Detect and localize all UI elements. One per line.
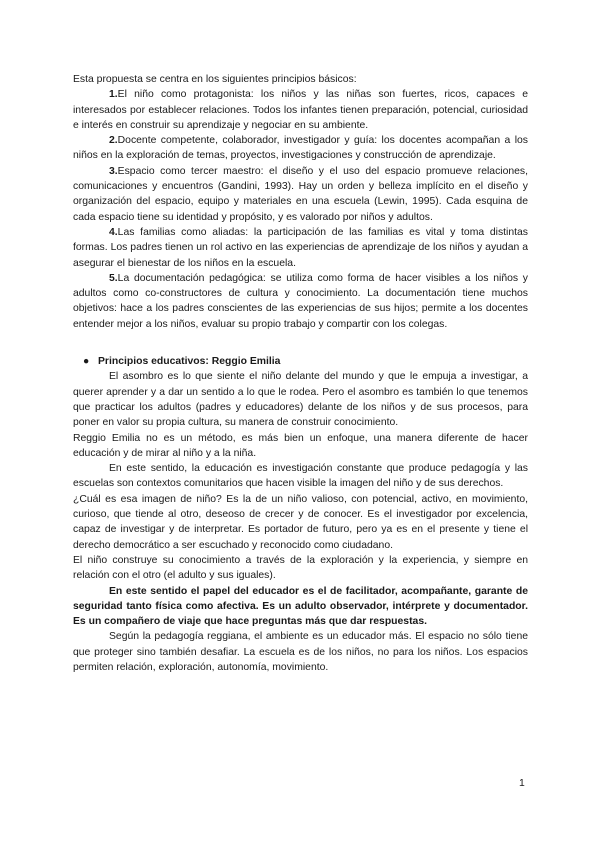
principle-text: Espacio como tercer maestro: el diseño y el uso del espacio promueve relaciones, comunicaciones y encuentros (Gandini, 1993). Hay un orden y belleza implícito en el diseño y organización del espacio, equipo y materiales en una escuela (Lewin, 1995). Cada esquina de cada espacio tiene su identidad y propósito, y es valorado por niños y adultos.: [73, 165, 528, 223]
principle-number: 3.: [109, 165, 118, 177]
principle-number: 5.: [109, 272, 118, 284]
bullet-icon: ●: [83, 356, 90, 368]
principle-number: 1.: [109, 89, 118, 101]
principle-number: 2.: [109, 135, 118, 147]
body-paragraph: En este sentido, la educación es investigación constante que produce pedagogía y las escuelas son contextos comunitarios que hacen visible la imagen del niño y de sus derechos.: [73, 463, 528, 490]
body-paragraph: Según la pedagogía reggiana, el ambiente es un educador más. El espacio no sólo tiene que proteger sino también desafiar. La escuela es de los niños, no para los niños. Los espacios permiten relación, exploración, autonomía, movimiento.: [73, 631, 528, 673]
principle-3: [73, 164, 528, 225]
page-number: 1: [519, 778, 525, 789]
document-body: [73, 72, 528, 675]
section-heading-text: Principios educativos: Reggio Emilia: [98, 356, 281, 368]
body-paragraph: El asombro es lo que siente el niño delante del mundo y que le empuja a investigar, a querer aprender y a dar un sentido a lo que le rodea. Pero el asombro es también lo que tenemos que practicar los adultos (padres y educadores) delante de los niños y de sus procesos, para poner en valor su propia cultura, su manera de construir conocimiento.: [73, 371, 528, 429]
section-heading: [73, 354, 528, 369]
principle-text: Las familias como aliadas: la participación de las familias es vital y toma distintas formas. Los padres tienen un rol activo en las experiencias de aprendizaje de los niños y ayudan a asegurar el bienestar de los niños en la escuela.: [73, 226, 528, 269]
principle-text: Docente competente, colaborador, investigador y guía: los docentes acompañan a los niños en la exploración de temas, proyectos, investigaciones y construcción de aprendizaje.: [73, 135, 528, 162]
principle-text: El niño como protagonista: los niños y las niñas son fuertes, ricos, capaces e interesados por establecer relaciones. Todos los infantes tienen preparación, potencial, curiosidad e interés en construir su aprendizaje y negociar en su ambiente.: [73, 89, 528, 131]
principle-5: [73, 271, 528, 332]
principle-text: La documentación pedagógica: se utiliza como forma de hacer visibles a los niños y adultos como co-constructores de cultura y conocimiento. La documentación tiene muchos objetivos: hace a los padres conscientes de las experiencias de sus hijos; permite a los docentes entender mejor a los niños, evaluar su propio trabajo y compartir con los colegas.: [73, 272, 528, 330]
intro-paragraph: Esta propuesta se centra en los siguientes principios básicos:: [73, 74, 357, 85]
principle-1: [73, 87, 528, 133]
body-paragraph: ¿Cuál es esa imagen de niño? Es la de un niño valioso, con potencial, activo, en movimiento, curioso, que tiende al otro, deseoso de crecer y de conocer. Es el investigador por excelencia, capaz de investigar y de interpretar. Es portador de futuro, pero ya es en el presente y tiene el derecho democrático a ser escuchado y reconocido como ciudadano.: [73, 493, 528, 551]
body-paragraph: Reggio Emilia no es un método, es más bien un enfoque, una manera diferente de hacer educación y de mirar al niño y a la niña.: [73, 432, 528, 459]
principle-4: [73, 225, 528, 271]
principle-2: [73, 133, 528, 164]
body-paragraph: El niño construye su conocimiento a través de la exploración y la experiencia, y siempre en relación con el otro (el adulto y sus iguales).: [73, 554, 528, 582]
principle-number: 4.: [109, 226, 118, 238]
bold-paragraph: En este sentido el papel del educador es el de facilitador, acompañante, garante de seguridad tanto física como afectiva. Es un adulto observador, intérprete y documentador. Es un compañero de viaje que hace preguntas más que dar respuestas.: [73, 585, 528, 628]
